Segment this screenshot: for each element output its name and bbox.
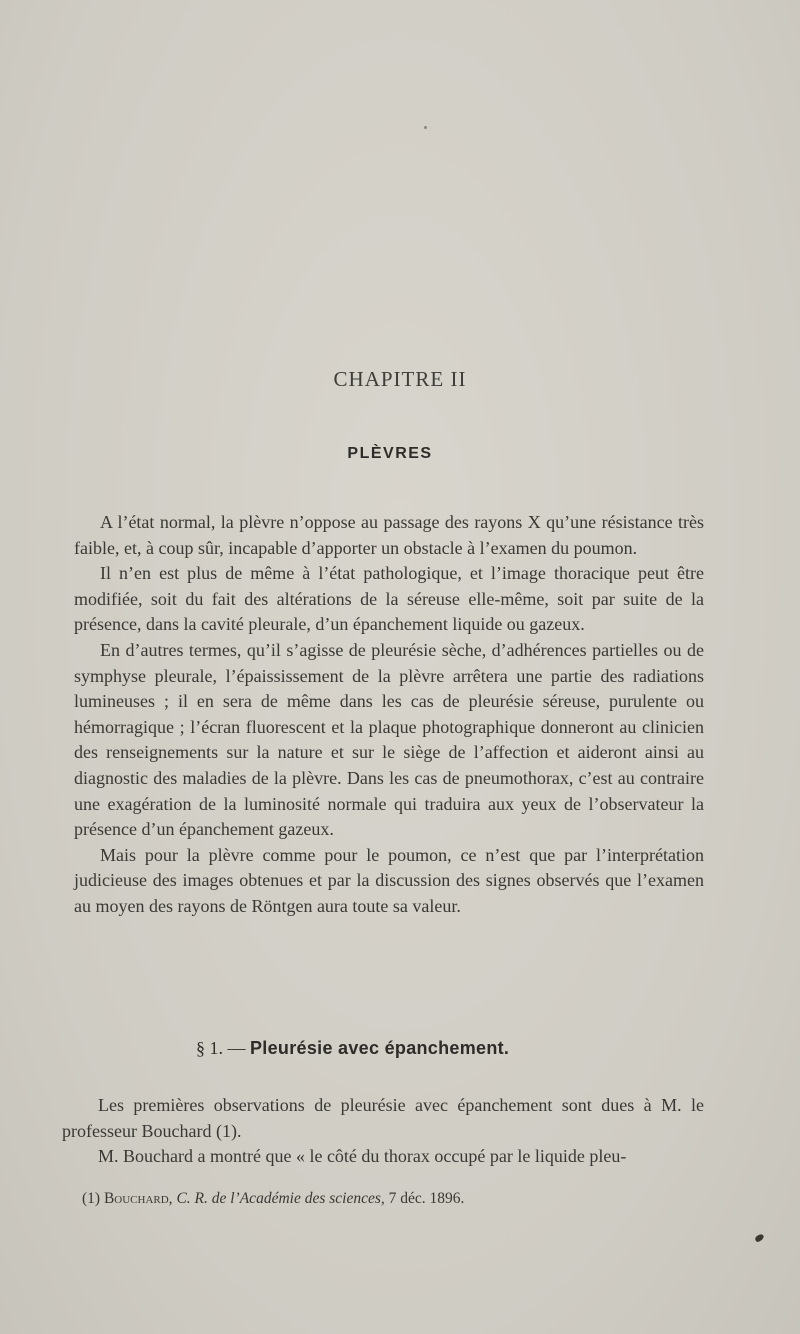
subsection-number: § 1. —: [196, 1038, 246, 1058]
paragraph: Mais pour la plèvre comme pour le poumon, ce n’est que par l’interprétation judicieuse des images obtenues et par la discussion des signes observés que l’examen au moyen des rayons de Röntgen aura toute sa valeur.: [74, 844, 704, 916]
paragraph: Les premières observations de pleurésie avec épanchement sont dues à M. le professeur Bouchard (1).: [62, 1095, 704, 1141]
paragraph: M. Bouchard a montré que « le côté du thorax occupé par le liquide pleu-: [98, 1146, 627, 1167]
paragraph: En d’autres termes, qu’il s’agisse de pleurésie sèche, d’adhérences partielles ou de symphyse pleurale, l’épaississement de la plèvre arrêtera une partie des radiations lumineuses ; il en sera de même dans les cas de pleurésie séreuse, purulente ou hémorragique ; l’écran fluorescent et la plaque photographique donneront au clinicien des renseignements sur la nature et sur le siège de l’affection et aideront ainsi au diagnostic des maladies de la plèvre. Dans les cas de pneumothorax, c’est au contraire une exagération de la luminosité normale qui traduira aux yeux de l’observateur la présence d’un épanchement gazeux.: [74, 639, 704, 840]
body-text: [74, 510, 704, 920]
paragraph: Il n’en est plus de même à l’état pathologique, et l’image thoracique peut être modifiée, soit du fait des altérations de la séreuse elle-même, soit par suite de la présence, dans la cavité pleurale, d’un épanchement liquide ou gazeux.: [74, 563, 704, 635]
body-text-continued: [62, 1093, 704, 1170]
ink-blot: [754, 1233, 765, 1242]
paper-speck: [424, 126, 427, 129]
subsection-heading: [196, 1038, 616, 1059]
footnote-date: 7 déc. 1896.: [388, 1190, 465, 1207]
footnote-source: C. R. de l’Académie des sciences,: [176, 1190, 385, 1207]
footnote: [82, 1190, 682, 1208]
footnote-author: Bouchard,: [103, 1190, 173, 1207]
footnote-marker: (1): [82, 1190, 101, 1207]
subsection-title: Pleurésie avec épanchement.: [250, 1038, 510, 1058]
paragraph: A l’état normal, la plèvre n’oppose au passage des rayons X qu’une résistance très faible, et, à coup sûr, incapable d’apporter un obstacle à l’examen du poumon.: [74, 512, 704, 558]
chapter-heading: CHAPITRE II: [333, 367, 467, 391]
section-title: PLÈVRES: [347, 445, 433, 462]
